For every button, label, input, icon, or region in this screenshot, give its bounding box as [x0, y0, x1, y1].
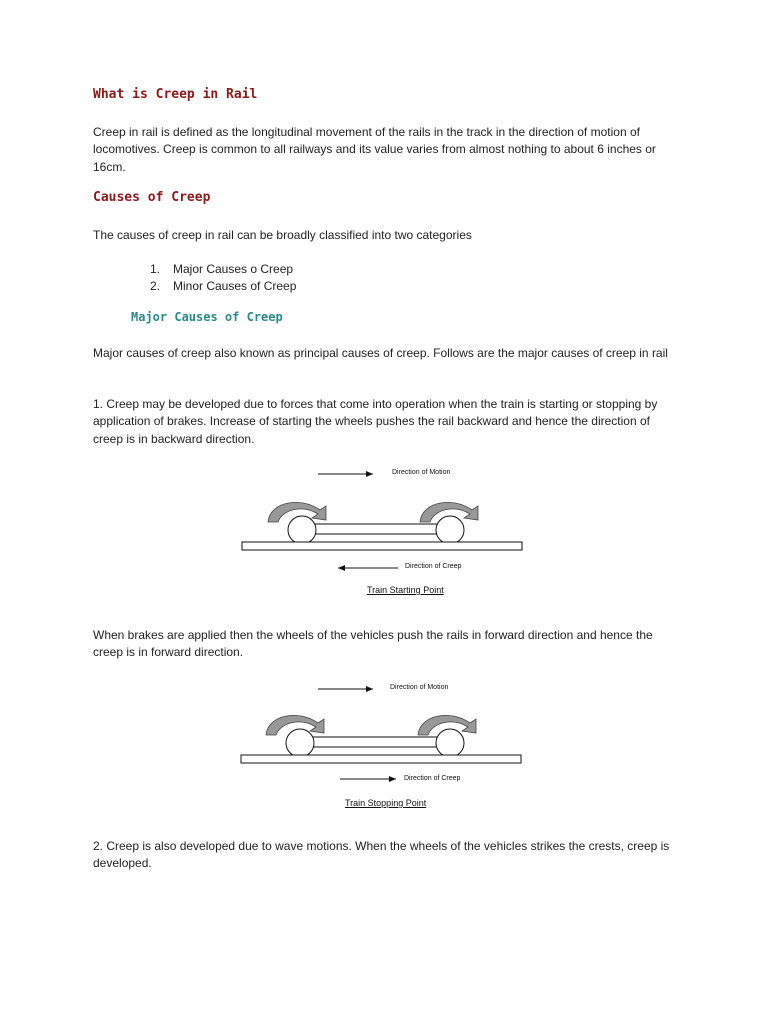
point-1-paragraph: 1. Creep may be developed due to forces that come into operation when the train is starting or stopping by application of brakes. Increase of starting the wheels pushes the rail backward and hence the direction of creep is in backward direction.: [93, 397, 658, 446]
axle-bar: [310, 737, 450, 747]
wheel: [288, 516, 316, 544]
brakes-paragraph: When brakes are applied then the wheels of the vehicles push the rails in forward direction and hence the creep is in forward direction.: [93, 628, 653, 660]
major-intro-paragraph: Major causes of creep also known as principal causes of creep. Follows are the major causes of creep in rail: [93, 346, 668, 360]
wheel: [436, 729, 464, 757]
train-starting-diagram: [230, 460, 540, 605]
list-item-text: Minor Causes of Creep: [173, 279, 297, 294]
train-stopping-diagram: [230, 675, 540, 820]
rail: [242, 542, 522, 550]
list-item: [150, 278, 296, 295]
intro-paragraph: Creep in rail is defined as the longitudinal movement of the rails in the track in the direction of motion of locomotives. Creep is common to all railways and its value varies from almost nothing to about 6 inches or 16cm.: [93, 125, 656, 174]
causes-heading: Causes of Creep: [93, 190, 211, 205]
list-item: [150, 261, 296, 278]
motion-label: Direction of Motion: [392, 469, 451, 476]
creep-label: Direction of Creep: [405, 563, 462, 570]
axle-bar: [310, 524, 450, 534]
figure-caption: Train Starting Point: [367, 585, 444, 595]
causes-intro-paragraph: The causes of creep in rail can be broadly classified into two categories: [93, 228, 472, 242]
list-item-text: Major Causes o Creep: [173, 262, 294, 276]
list-item-number: 2.: [150, 279, 161, 294]
page-title: What is Creep in Rail: [93, 87, 258, 102]
point-2-paragraph: 2. Creep is also developed due to wave motions. When the wheels of the vehicles strikes the crests, creep is developed.: [93, 839, 670, 871]
motion-label: Direction of Motion: [390, 684, 449, 691]
causes-list: [150, 261, 296, 296]
train-starting-svg: [230, 460, 540, 605]
creep-label: Direction of Creep: [404, 775, 461, 782]
major-causes-heading: Major Causes of Creep: [131, 310, 283, 324]
rail: [241, 755, 521, 763]
wheel: [436, 516, 464, 544]
wheel: [286, 729, 314, 757]
figure-caption: Train Stopping Point: [345, 798, 427, 808]
list-item-number: 1.: [150, 262, 161, 276]
